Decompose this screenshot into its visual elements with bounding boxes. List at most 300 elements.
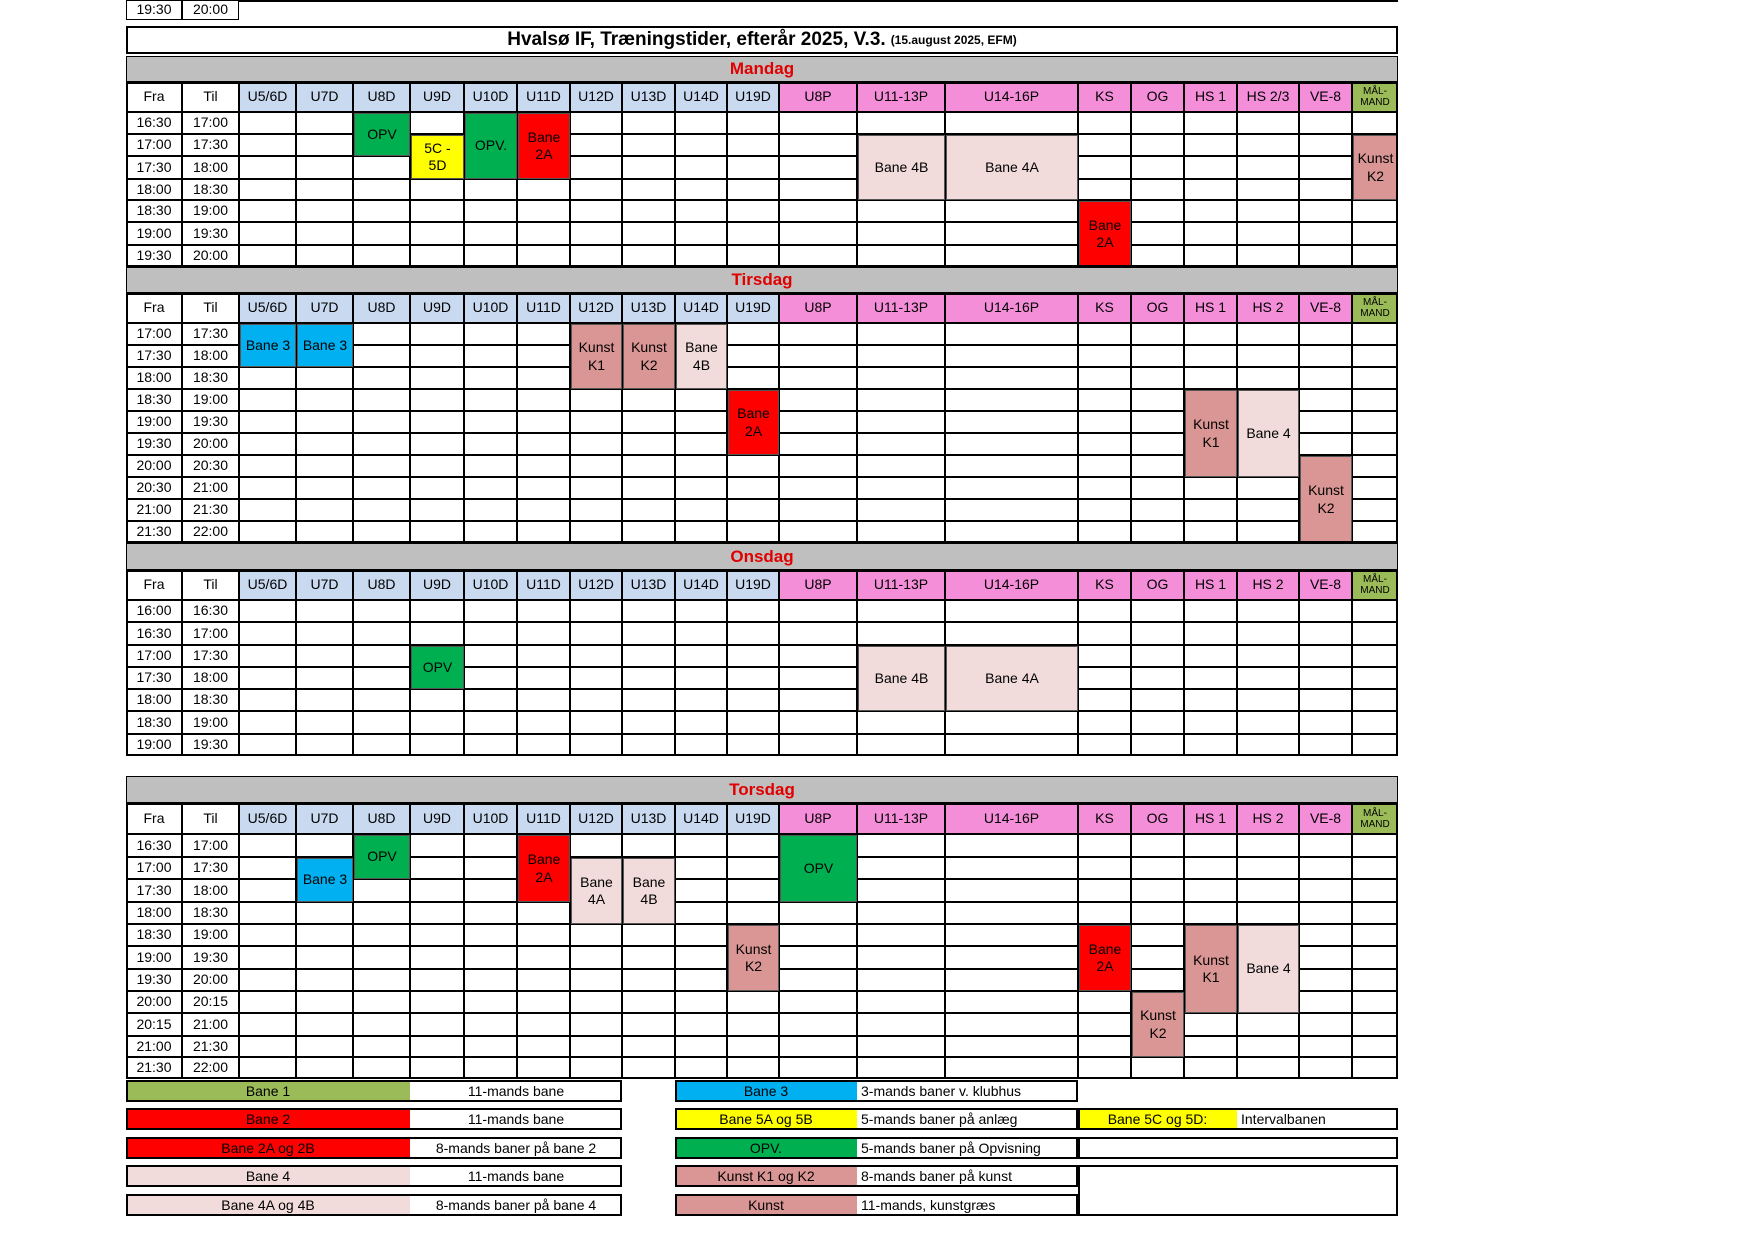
schedule-slot [857, 1057, 945, 1079]
schedule-slot [1352, 222, 1398, 245]
schedule-slot [1237, 112, 1299, 134]
schedule-slot [1299, 946, 1352, 969]
schedule-slot [517, 323, 570, 345]
schedule-slot [1184, 1057, 1237, 1079]
schedule-slot [1352, 433, 1398, 455]
schedule-slot [296, 1057, 353, 1079]
column-header-u5-6d: U5/6D [239, 293, 296, 323]
schedule-slot [239, 1057, 296, 1079]
schedule-slot [353, 1013, 410, 1036]
schedule-slot [779, 946, 857, 969]
time-to: 17:30 [182, 645, 239, 667]
schedule-slot [410, 433, 464, 455]
schedule-slot [239, 521, 296, 543]
schedule-slot [239, 622, 296, 645]
schedule-slot [1184, 222, 1237, 245]
schedule-slot [857, 734, 945, 756]
booking-kunst-k2: Kunst K2 [728, 925, 779, 991]
legend-desc: 8-mands baner på bane 2 [410, 1137, 622, 1159]
schedule-slot [239, 924, 296, 946]
schedule-slot [1299, 902, 1352, 924]
schedule-slot [727, 1057, 779, 1079]
schedule-slot [410, 345, 464, 367]
time-to: 19:00 [182, 711, 239, 734]
schedule-slot [675, 0, 727, 2]
schedule-slot [857, 902, 945, 924]
schedule-slot [353, 879, 410, 902]
schedule-slot [727, 134, 779, 156]
schedule-slot [622, 455, 675, 477]
schedule-slot [517, 622, 570, 645]
schedule-slot [517, 969, 570, 991]
schedule-slot [622, 711, 675, 734]
schedule-slot [353, 969, 410, 991]
schedule-slot [239, 179, 296, 200]
schedule-slot [353, 622, 410, 645]
schedule-slot [945, 367, 1078, 389]
schedule-slot [353, 946, 410, 969]
schedule-slot [1078, 0, 1131, 2]
schedule-slot [1237, 134, 1299, 156]
column-header-u7d: U7D [296, 293, 353, 323]
schedule-slot [570, 969, 622, 991]
schedule-slot [857, 433, 945, 455]
schedule-slot [570, 112, 622, 134]
schedule-slot [1078, 411, 1131, 433]
schedule-slot [945, 969, 1078, 991]
schedule-slot [296, 477, 353, 499]
schedule-slot [410, 0, 464, 2]
column-header-u9d: U9D [410, 293, 464, 323]
column-header-u14-16p: U14-16P [945, 293, 1078, 323]
schedule-slot [239, 879, 296, 902]
schedule-slot [727, 879, 779, 902]
time-to: 21:00 [182, 1013, 239, 1036]
schedule-slot [1078, 711, 1131, 734]
schedule-slot [779, 499, 857, 521]
schedule-slot [1184, 134, 1237, 156]
schedule-slot [1131, 689, 1184, 711]
schedule-slot [945, 902, 1078, 924]
booking-kunst-k1: Kunst K1 [1185, 390, 1237, 477]
schedule-slot [945, 455, 1078, 477]
schedule-slot [296, 222, 353, 245]
legend-desc: 3-mands baner v. klubhus [857, 1080, 1078, 1102]
column-header-u10d: U10D [464, 803, 517, 834]
schedule-slot [1237, 734, 1299, 756]
schedule-slot [464, 245, 517, 267]
legend-desc: 11-mands bane [410, 1165, 622, 1187]
schedule-slot [239, 667, 296, 689]
schedule-slot [779, 1013, 857, 1036]
schedule-slot [622, 433, 675, 455]
schedule-slot [727, 222, 779, 245]
schedule-slot [517, 411, 570, 433]
schedule-slot [622, 645, 675, 667]
time-from: 17:30 [126, 667, 182, 689]
schedule-slot [1131, 389, 1184, 411]
column-header-u14d: U14D [675, 570, 727, 600]
schedule-slot [464, 600, 517, 622]
schedule-slot [675, 946, 727, 969]
schedule-slot [622, 734, 675, 756]
schedule-slot [1237, 499, 1299, 521]
schedule-slot [353, 499, 410, 521]
schedule-slot [464, 1036, 517, 1057]
column-header-m-l-mand: MÅL- MAND [1352, 803, 1398, 834]
time-from: 21:30 [126, 1057, 182, 1079]
schedule-slot [1078, 1057, 1131, 1079]
schedule-slot [1078, 134, 1131, 156]
schedule-slot [570, 455, 622, 477]
schedule-slot [945, 389, 1078, 411]
schedule-slot [1352, 521, 1398, 543]
schedule-slot [1184, 711, 1237, 734]
schedule-slot [570, 645, 622, 667]
schedule-slot [1352, 245, 1398, 267]
time-from: 17:00 [126, 645, 182, 667]
legend-swatch-bane-4: Bane 4 [126, 1165, 410, 1187]
schedule-slot [727, 1013, 779, 1036]
schedule-slot [945, 879, 1078, 902]
schedule-slot [727, 857, 779, 879]
schedule-slot [1352, 200, 1398, 222]
schedule-slot [1131, 734, 1184, 756]
day-heading-onsdag: Onsdag [126, 543, 1398, 570]
schedule-slot [296, 600, 353, 622]
schedule-slot [727, 112, 779, 134]
schedule-slot [675, 969, 727, 991]
schedule-slot [945, 834, 1078, 857]
schedule-slot [622, 946, 675, 969]
schedule-slot [1299, 667, 1352, 689]
column-header-fra: Fra [126, 570, 182, 600]
schedule-slot [1078, 1036, 1131, 1057]
schedule-slot [1299, 857, 1352, 879]
time-from: 17:30 [126, 345, 182, 367]
schedule-slot [517, 245, 570, 267]
schedule-slot [1352, 879, 1398, 902]
schedule-slot [857, 222, 945, 245]
column-header-u13d: U13D [622, 570, 675, 600]
booking-opv: OPV. [465, 113, 517, 179]
schedule-slot [1131, 902, 1184, 924]
schedule-slot [622, 411, 675, 433]
schedule-slot [779, 112, 857, 134]
schedule-slot [1131, 879, 1184, 902]
schedule-slot [1237, 834, 1299, 857]
schedule-slot [517, 179, 570, 200]
schedule-slot [464, 222, 517, 245]
booking-bane-4a: Bane 4A [571, 858, 622, 924]
schedule-slot [239, 857, 296, 879]
schedule-slot [410, 946, 464, 969]
time-from: 19:30 [126, 0, 182, 20]
time-from: 20:00 [126, 991, 182, 1013]
schedule-slot [239, 902, 296, 924]
column-header-u8p: U8P [779, 82, 857, 112]
column-header-fra: Fra [126, 293, 182, 323]
schedule-slot [353, 902, 410, 924]
schedule-slot [1299, 991, 1352, 1013]
schedule-slot [1352, 1057, 1398, 1079]
schedule-slot [779, 455, 857, 477]
schedule-slot [464, 455, 517, 477]
schedule-slot [675, 411, 727, 433]
schedule-slot [675, 600, 727, 622]
schedule-slot [1131, 645, 1184, 667]
schedule-slot [1184, 499, 1237, 521]
schedule-slot [1299, 134, 1352, 156]
schedule-slot [517, 200, 570, 222]
schedule-slot [570, 389, 622, 411]
schedule-slot [464, 477, 517, 499]
schedule-slot [1237, 245, 1299, 267]
schedule-slot [570, 991, 622, 1013]
schedule-slot [857, 112, 945, 134]
schedule-slot [239, 1013, 296, 1036]
schedule-slot [1184, 667, 1237, 689]
schedule-slot [410, 622, 464, 645]
schedule-slot [779, 1057, 857, 1079]
schedule-slot [945, 245, 1078, 267]
schedule-slot [1299, 222, 1352, 245]
schedule-slot [779, 245, 857, 267]
schedule-slot [857, 477, 945, 499]
schedule-slot [727, 645, 779, 667]
schedule-slot [945, 200, 1078, 222]
booking-kunst-k2: Kunst K2 [1132, 992, 1184, 1057]
time-to: 19:30 [182, 222, 239, 245]
schedule-slot [1237, 1013, 1299, 1036]
schedule-slot [517, 711, 570, 734]
schedule-slot [464, 411, 517, 433]
column-header-u11-13p: U11-13P [857, 570, 945, 600]
schedule-slot [1299, 345, 1352, 367]
document-title [126, 26, 1398, 54]
schedule-slot [353, 734, 410, 756]
schedule-slot [945, 622, 1078, 645]
column-header-ks: KS [1078, 82, 1131, 112]
schedule-slot [353, 689, 410, 711]
schedule-slot [296, 433, 353, 455]
booking-bane-2a: Bane 2A [728, 390, 779, 455]
schedule-slot [410, 857, 464, 879]
schedule-slot [517, 499, 570, 521]
schedule-slot [945, 222, 1078, 245]
time-from: 16:30 [126, 834, 182, 857]
schedule-slot [410, 521, 464, 543]
schedule-slot [517, 455, 570, 477]
schedule-slot [727, 834, 779, 857]
schedule-slot [857, 1036, 945, 1057]
legend-desc: 8-mands baner på kunst [857, 1165, 1078, 1187]
schedule-slot [1131, 345, 1184, 367]
schedule-slot [1299, 879, 1352, 902]
time-to: 18:30 [182, 179, 239, 200]
schedule-slot [1237, 645, 1299, 667]
schedule-slot [517, 600, 570, 622]
schedule-slot [1237, 879, 1299, 902]
schedule-slot [857, 323, 945, 345]
schedule-slot [570, 245, 622, 267]
schedule-slot [1237, 345, 1299, 367]
time-from: 19:00 [126, 411, 182, 433]
legend-desc: Intervalbanen [1237, 1108, 1398, 1130]
schedule-slot [1078, 1013, 1131, 1036]
schedule-slot [1237, 156, 1299, 179]
time-to: 20:15 [182, 991, 239, 1013]
schedule-slot [1237, 521, 1299, 543]
column-header-u11d: U11D [517, 293, 570, 323]
schedule-slot [410, 323, 464, 345]
column-header-u12d: U12D [570, 82, 622, 112]
schedule-slot [570, 499, 622, 521]
schedule-slot [857, 946, 945, 969]
column-header-hs-2: HS 2 [1237, 803, 1299, 834]
schedule-slot [517, 902, 570, 924]
column-header-u7d: U7D [296, 803, 353, 834]
column-header-u8d: U8D [353, 570, 410, 600]
schedule-slot [857, 924, 945, 946]
booking-5c-5d: 5C - 5D [411, 135, 464, 179]
schedule-slot [239, 245, 296, 267]
schedule-slot [727, 245, 779, 267]
schedule-slot [239, 499, 296, 521]
schedule-slot [1299, 711, 1352, 734]
column-header-u11-13p: U11-13P [857, 82, 945, 112]
schedule-slot [779, 477, 857, 499]
schedule-slot [727, 367, 779, 389]
column-header-ve-8: VE-8 [1299, 803, 1352, 834]
schedule-slot [675, 112, 727, 134]
schedule-slot [857, 245, 945, 267]
schedule-slot [464, 389, 517, 411]
schedule-slot [1078, 834, 1131, 857]
schedule-slot [727, 455, 779, 477]
time-from: 20:30 [126, 477, 182, 499]
schedule-slot [239, 946, 296, 969]
schedule-slot [1184, 521, 1237, 543]
column-header-ve-8: VE-8 [1299, 570, 1352, 600]
schedule-slot [675, 222, 727, 245]
schedule-slot [779, 200, 857, 222]
schedule-slot [1237, 600, 1299, 622]
schedule-slot [675, 179, 727, 200]
legend-desc: 5-mands baner på anlæg [857, 1108, 1078, 1130]
column-header-u11d: U11D [517, 803, 570, 834]
time-from: 19:00 [126, 734, 182, 756]
column-header-m-l-mand: MÅL- MAND [1352, 570, 1398, 600]
legend-swatch-bane-2a-og-2b: Bane 2A og 2B [126, 1137, 410, 1159]
schedule-slot [464, 622, 517, 645]
time-from: 20:15 [126, 1013, 182, 1036]
column-header-u13d: U13D [622, 82, 675, 112]
schedule-slot [353, 156, 410, 179]
schedule-slot [1352, 455, 1398, 477]
schedule-slot [857, 600, 945, 622]
schedule-slot [779, 924, 857, 946]
schedule-slot [1131, 222, 1184, 245]
time-from: 21:30 [126, 521, 182, 543]
column-header-ks: KS [1078, 570, 1131, 600]
schedule-slot [353, 455, 410, 477]
schedule-slot [464, 1057, 517, 1079]
schedule-slot [1184, 689, 1237, 711]
column-header-ve-8: VE-8 [1299, 293, 1352, 323]
schedule-slot [727, 600, 779, 622]
booking-bane-2a: Bane 2A [1079, 201, 1131, 267]
schedule-slot [1078, 367, 1131, 389]
schedule-slot [727, 521, 779, 543]
time-to: 17:30 [182, 134, 239, 156]
schedule-slot [1131, 857, 1184, 879]
schedule-slot [296, 499, 353, 521]
column-header-u12d: U12D [570, 293, 622, 323]
column-header-u8p: U8P [779, 293, 857, 323]
schedule-slot [1299, 924, 1352, 946]
schedule-slot [1237, 689, 1299, 711]
schedule-slot [570, 134, 622, 156]
schedule-slot [945, 1057, 1078, 1079]
schedule-slot [1352, 622, 1398, 645]
schedule-slot [779, 433, 857, 455]
schedule-slot [1352, 946, 1398, 969]
schedule-slot [945, 0, 1078, 2]
time-to: 18:00 [182, 667, 239, 689]
column-header-u9d: U9D [410, 803, 464, 834]
booking-kunst-k1: Kunst K1 [1185, 925, 1237, 1013]
schedule-slot [945, 711, 1078, 734]
time-to: 18:00 [182, 879, 239, 902]
schedule-slot [1078, 600, 1131, 622]
schedule-slot [1131, 323, 1184, 345]
schedule-slot [296, 389, 353, 411]
schedule-slot [410, 834, 464, 857]
schedule-slot [296, 112, 353, 134]
legend-swatch-kunst: Kunst [675, 1194, 857, 1216]
schedule-slot [1078, 902, 1131, 924]
schedule-slot [622, 112, 675, 134]
time-to: 19:30 [182, 946, 239, 969]
schedule-slot [353, 0, 410, 2]
schedule-slot [727, 711, 779, 734]
schedule-slot [1237, 711, 1299, 734]
column-header-u14-16p: U14-16P [945, 803, 1078, 834]
time-to: 18:30 [182, 367, 239, 389]
schedule-slot [1237, 222, 1299, 245]
schedule-slot [945, 946, 1078, 969]
legend-desc: 11-mands, kunstgræs [857, 1194, 1078, 1216]
schedule-slot [464, 345, 517, 367]
column-header-u19d: U19D [727, 82, 779, 112]
schedule-slot [727, 902, 779, 924]
schedule-slot [296, 1036, 353, 1057]
schedule-slot [296, 411, 353, 433]
time-from: 19:30 [126, 245, 182, 267]
schedule-slot [945, 323, 1078, 345]
schedule-slot [296, 645, 353, 667]
schedule-slot [675, 622, 727, 645]
schedule-slot [517, 1036, 570, 1057]
column-header-ve-8: VE-8 [1299, 82, 1352, 112]
schedule-slot [945, 345, 1078, 367]
column-header-og: OG [1131, 803, 1184, 834]
legend-desc: 11-mands bane [410, 1108, 622, 1130]
schedule-slot [945, 521, 1078, 543]
column-header-fra: Fra [126, 82, 182, 112]
time-from: 19:30 [126, 969, 182, 991]
